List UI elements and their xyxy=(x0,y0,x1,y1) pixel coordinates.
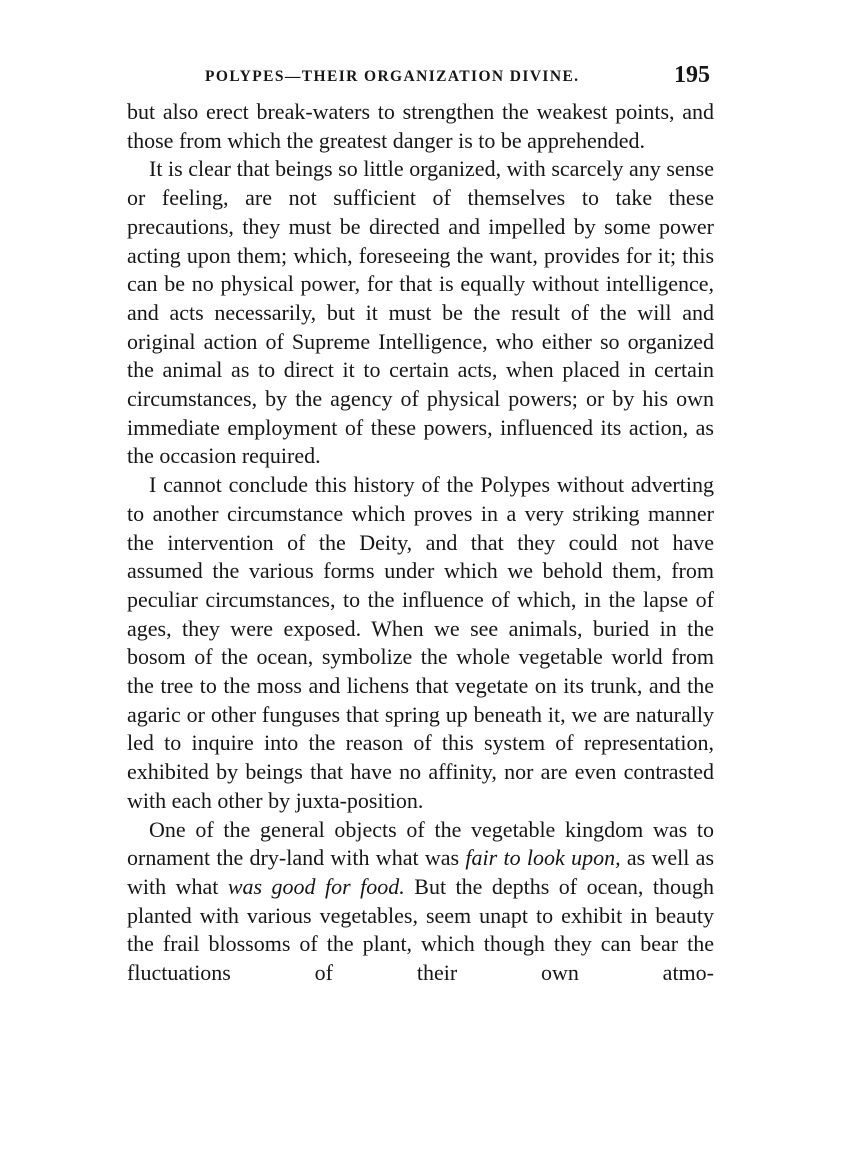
book-page xyxy=(127,60,714,988)
paragraph-4-text-a: One of the general objects of the vegetable kingdom was to ornament the dry-land with what was xyxy=(127,816,714,871)
paragraph-4 xyxy=(127,816,714,988)
body-text xyxy=(127,98,714,988)
page-number: 195 xyxy=(674,62,710,88)
paragraph-3: I cannot conclude this history of the Polypes without adverting to another circumstance which proves in a very striking manner the intervention of the Deity, and that they could not have assumed the various forms under which we behold them, from peculiar circumstances, to the influence of which, in the lapse of ages, they were exposed. When we see animals, buried in the bosom of the ocean, symbolize the whole vegetable world from the tree to the moss and lichens that vegetate on its trunk, and the agaric or other funguses that spring up beneath it, we are naturally led to inquire into the reason of this system of representation, exhibited by beings that have no affinity, nor are even contrasted with each other by juxta-position. xyxy=(127,472,714,813)
running-title: POLYPES—THEIR ORGANIZATION DIVINE. xyxy=(205,68,580,85)
running-head xyxy=(127,60,714,94)
paragraph-4-text-c: But the depths of ocean, though planted with various vegetables, seem unapt to exhibit in beauty the frail blossoms of the plant, which though they can bear the fluctuations of their own atmo- xyxy=(127,873,714,986)
paragraph-2: It is clear that beings so little organized, with scarcely any sense or feeling, are not sufficient of themselves to take these precautions, they must be directed and impelled by some power acting upon them; which, foreseeing the want, provides for it; this can be no physical power, for that is equally without intelligence, and acts necessarily, but it must be the result of the will and original action of Supreme Intelligence, who either so organized the animal as to direct it to certain acts, when placed in certain circumstances, by the agency of physical powers; or by his own immediate employment of these powers, influenced its action, as the occasion required. xyxy=(127,156,714,469)
paragraph-4-text-b: as well as with what xyxy=(127,845,715,899)
italic-phrase-fair-to-look-upon: fair to look upon, xyxy=(465,845,621,871)
paragraph-1: but also erect break-waters to strengthen the weakest points, and those from which the greatest danger is to be apprehended. xyxy=(127,99,714,153)
italic-phrase-good-for-food: was good for food. xyxy=(227,873,405,899)
